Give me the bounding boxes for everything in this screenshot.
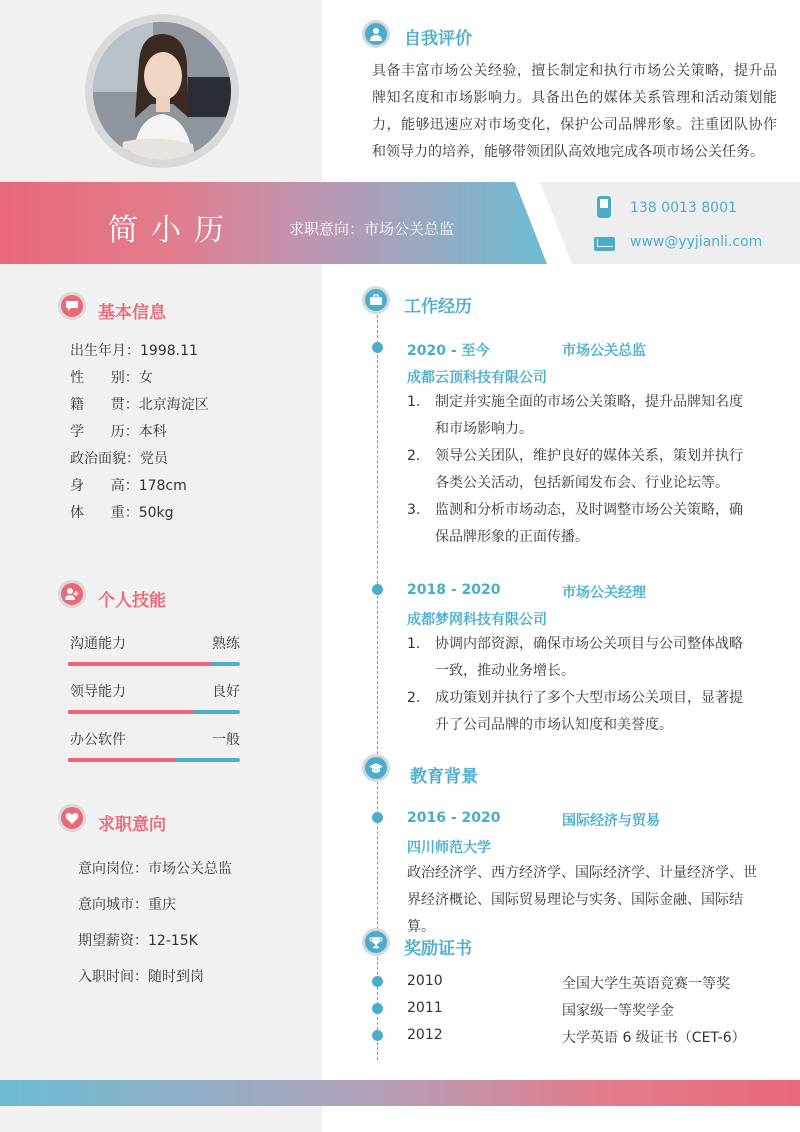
- job-role: 市场公关经理: [562, 585, 646, 601]
- briefcase-icon: [362, 286, 390, 314]
- skill-level: 良好: [212, 684, 240, 700]
- work-title: 工作经历: [404, 297, 472, 317]
- duty-number: 3.: [407, 502, 421, 518]
- info-row: 性 别：女: [70, 370, 153, 386]
- skill-bar-fill: [68, 710, 194, 714]
- timeline-dot: [372, 584, 383, 595]
- edu-school: 四川师范大学: [407, 840, 491, 856]
- self-eval-title: 自我评价: [404, 29, 472, 49]
- skill-bar: [68, 662, 240, 666]
- email-address: www@yyjianli.com: [630, 234, 763, 250]
- job-company: 成都云顶科技有限公司: [407, 370, 547, 386]
- user-plus-icon: [58, 580, 86, 608]
- edu-date: 2016 - 2020: [407, 810, 501, 826]
- timeline-dot: [372, 812, 383, 823]
- skill-name: 办公软件: [70, 732, 126, 748]
- award-name: 国家级一等奖学金: [562, 1003, 674, 1019]
- heart-icon: [58, 804, 86, 832]
- intent-row: 期望薪资：12-15K: [78, 933, 198, 949]
- duty-text: 制定并实施全面的市场公关策略，提升品牌知名度和市场影响力。: [435, 394, 743, 437]
- awards-title: 奖励证书: [404, 939, 472, 959]
- basic-info-title: 基本信息: [98, 303, 166, 323]
- award-year: 2011: [407, 1000, 443, 1016]
- job-date: 2020 - 至今: [407, 343, 490, 359]
- duty-text: 成功策划并执行了多个大型市场公关项目，显著提升了公司品牌的市场认知度和美誉度。: [435, 690, 743, 733]
- info-row: 身 高：178cm: [70, 478, 187, 494]
- job-role: 市场公关总监: [562, 343, 646, 359]
- chat-icon: [58, 292, 86, 320]
- skill-bar: [68, 710, 240, 714]
- duty-text: 协调内部资源，确保市场公关项目与公司整体战略一致，推动业务增长。: [435, 636, 743, 679]
- info-row: 政治面貌：党员: [70, 451, 168, 467]
- avatar: [93, 22, 231, 160]
- skills-title: 个人技能: [98, 591, 166, 611]
- duty-text: 领导公关团队，维护良好的媒体关系，策划并执行各类公关活动，包括新闻发布会、行业论坛等。: [435, 448, 743, 491]
- intent-row: 意向岗位：市场公关总监: [78, 861, 232, 877]
- skill-name: 沟通能力: [70, 636, 126, 652]
- info-row: 学 历：本科: [70, 424, 167, 440]
- skill-bar: [68, 758, 240, 762]
- sidebar-background: [0, 0, 322, 1132]
- timeline-dot: [372, 976, 383, 987]
- intent-title: 求职意向: [98, 815, 166, 835]
- avatar-frame: [85, 14, 239, 168]
- graduation-cap-icon: [362, 754, 390, 782]
- name-banner: [0, 182, 547, 264]
- job-intent-headline: 求职意向：市场公关总监: [289, 220, 455, 238]
- timeline-dot: [372, 342, 383, 353]
- timeline-dot: [372, 1003, 383, 1014]
- phone-icon: [597, 196, 611, 218]
- skill-level: 熟练: [212, 636, 240, 652]
- skill-level: 一般: [212, 732, 240, 748]
- footer-gradient-bar: [0, 1080, 800, 1106]
- skill-name: 领导能力: [70, 684, 126, 700]
- duty-number: 2.: [407, 690, 421, 706]
- award-name: 大学英语 6 级证书（CET-6）: [562, 1030, 746, 1046]
- info-row: 出生年月：1998.11: [70, 343, 198, 359]
- user-icon: [362, 20, 390, 48]
- edu-courses: 政治经济学、西方经济学、国际经济学、计量经济学、世界经济概论、国际贸易理论与实务、国际金融、国际结算。: [407, 865, 757, 935]
- duty-number: 2.: [407, 448, 421, 464]
- education-title: 教育背景: [410, 767, 478, 787]
- edu-major: 国际经济与贸易: [562, 813, 660, 829]
- info-row: 体 重：50kg: [70, 505, 174, 521]
- intent-row: 意向城市：重庆: [78, 897, 176, 913]
- self-eval-text: 具备丰富市场公关经验，擅长制定和执行市场公关策略，提升品牌知名度和市场影响力。具备出色的媒体关系管理和活动策划能力，能够迅速应对市场变化，保护公司品牌形象。注重团队协作和领导力的培养，能够带领团队高效地完成各项市场公关任务。: [372, 63, 777, 160]
- intent-row: 入职时间：随时到岗: [78, 969, 204, 985]
- mail-icon: [594, 237, 615, 251]
- skill-bar-fill: [68, 662, 212, 666]
- timeline-dot: [372, 1030, 383, 1041]
- info-row: 籍 贯：北京海淀区: [70, 397, 209, 413]
- award-name: 全国大学生英语竞赛一等奖: [562, 976, 730, 992]
- job-date: 2018 - 2020: [407, 582, 501, 598]
- skill-bar-fill: [68, 758, 175, 762]
- trophy-icon: [362, 928, 390, 956]
- candidate-name: 简小历: [108, 213, 237, 248]
- duty-number: 1.: [407, 636, 421, 652]
- phone-number: 138 0013 8001: [630, 200, 737, 216]
- award-year: 2012: [407, 1027, 443, 1043]
- contact-panel: [540, 182, 800, 264]
- award-year: 2010: [407, 973, 443, 989]
- job-company: 成都梦网科技有限公司: [407, 612, 547, 628]
- duty-text: 监测和分析市场动态，及时调整市场公关策略，确保品牌形象的正面传播。: [435, 502, 743, 545]
- duty-number: 1.: [407, 394, 421, 410]
